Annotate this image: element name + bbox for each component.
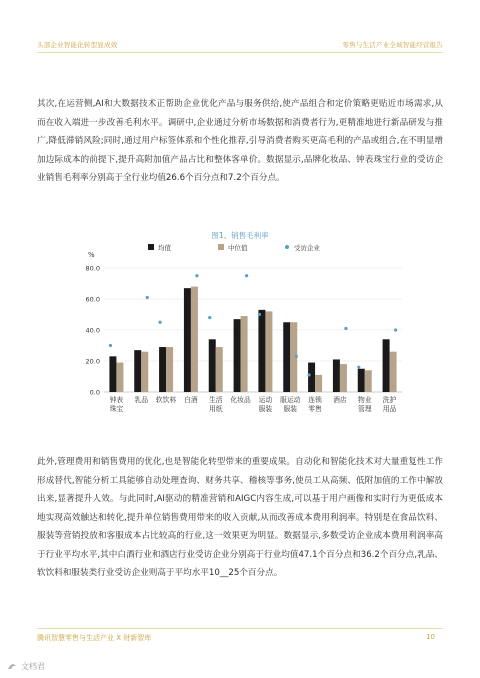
bar-0-1 [134,350,141,392]
x-tick-label-2: 软饮料 [155,396,177,404]
x-tick-label-4-1: 用纸 [208,405,223,413]
point-2-8 [307,373,310,376]
bar-0-3 [184,288,191,392]
y-tick-label-2: 40.0 [85,326,100,335]
legend-swatch-2 [285,245,289,249]
bar-1-3 [191,287,198,392]
bar-1-0 [116,363,123,392]
bar-1-11 [390,352,397,392]
point-2-2 [158,321,161,324]
watermark-logo-icon [6,660,18,672]
chart-title: 图1、销售毛利率 [211,231,269,240]
bar-1-10 [365,370,372,392]
bar-0-5 [234,319,241,392]
x-tick-label-1: 乳品 [134,396,149,404]
bar-1-5 [241,316,248,392]
legend-label-1: 中位值 [228,244,248,252]
gross-margin-chart [70,240,410,440]
bar-1-8 [315,375,322,392]
x-tick-label-11-0: 洗护 [382,396,397,404]
x-tick-label-4-0: 生活 [208,396,223,404]
point-2-11 [394,328,397,331]
x-tick-label-10-0: 物业 [357,396,372,404]
point-2-9 [344,327,347,330]
point-2-6 [258,313,261,316]
x-tick-label-7-0: 服运动 [280,396,301,404]
y-tick-label-0: 0.0 [89,388,100,397]
x-tick-label-0-1: 珠宝 [109,405,124,413]
point-2-3 [195,274,198,277]
y-tick-label-4: 80.0 [85,264,100,273]
footer-divider [37,628,443,629]
footer-source: 腾讯智慧零售与生活产业 X 财新智库 [37,634,152,642]
watermark [6,660,45,672]
point-2-7 [295,355,298,358]
x-tick-label-7-1: 服装 [283,405,298,413]
header-divider [37,52,443,53]
body-paragraph-2: 此外,管理费用和销售费用的优化,也是智能化转型带来的重要成果。自动化和智能化技术对大量重复性工作形成替代,智能分析工具能够自动处理查询、财务共享、稽核等事务,使员工从高频、低附加值的工作中解放出来,显著提升人效。与此同时,AI驱动的精准营销和AIGC内容生成,可以基于用户画像和实时行为更低成本地实现高效触达和转化,提升单位销售费用带来的收入贡献,从而改善成本费用利润率。特别是在食品饮料、服装等营销投放和客服成本占比较高的行业,这一效果更为明显。数据显示,多数受访企业成本费用利润率高于行业平均水平,其中白酒行业和酒店行业受访企业分别高于行业均值47.1个百分点和36.2个百分点,乳品、软饮料和服装类行业受访企业则高于平均水平10__25个百分点。 [37,457,443,578]
legend-swatch-1 [218,244,224,250]
point-2-4 [208,316,211,319]
y-tick-label-3: 60.0 [85,295,100,304]
page-number: 10 [426,633,435,641]
x-tick-label-6-0: 运动 [258,396,273,404]
x-tick-label-11-1: 用品 [382,405,397,413]
body-paragraph-1: 其次,在运营侧,AI和大数据技术正帮助企业优化产品与服务供给,使产品组合和定价策略更贴近市场需求,从而在收入端进一步改善毛利水平。调研中,企业通过分析市场数据和消费者行为,更精准地进行新品研发与推广,降低滞销风险;同时,通过用户标签体系和个性化推荐,引导消费者购买更高毛利的产品或组合,在不明显增加边际成本的前提下,提升高附加值产品占比和整体客单价。数据显示,品牌化妆品、钟表珠宝行业的受访企业销售毛利率分别高于全行业均值26.6个百分点和7.2个百分点。 [37,99,443,183]
x-tick-label-8-1: 零售 [308,405,322,413]
x-tick-label-9: 酒店 [333,396,347,404]
point-2-1 [146,296,149,299]
y-axis-unit: % [88,251,95,259]
bar-0-6 [258,310,265,392]
bar-0-10 [358,369,365,392]
bar-0-7 [283,322,290,392]
x-tick-label-6-1: 服装 [258,405,273,413]
y-tick-label-1: 20.0 [85,357,100,366]
header-right-title: 零售与生活产业全域智能经营报告 [342,41,443,49]
bar-1-2 [166,347,173,392]
legend-swatch-0 [148,244,154,250]
x-tick-label-5: 化妆品 [230,396,251,404]
bar-1-1 [141,352,148,392]
x-tick-label-3: 白酒 [184,396,198,404]
bar-0-4 [209,339,216,392]
legend-label-2: 受访企业 [294,244,320,252]
bar-1-9 [340,364,347,392]
x-tick-label-8-0: 连锁 [308,396,322,404]
point-2-0 [109,344,112,347]
bar-0-11 [383,339,390,392]
watermark-text: 文档君 [21,661,45,671]
x-tick-label-0-0: 钟表 [109,396,124,404]
x-tick-label-10-1: 管理 [357,405,372,413]
point-2-10 [357,366,360,369]
bar-1-6 [265,311,272,392]
bar-0-2 [159,347,166,392]
point-2-5 [245,274,248,277]
bar-1-4 [216,347,223,392]
bar-0-9 [333,359,340,392]
bar-0-8 [308,363,315,392]
header-left-title: 头部企业智能化转型显成效 [37,41,118,49]
legend-label-0: 均值 [158,244,171,252]
bar-0-0 [109,356,116,392]
